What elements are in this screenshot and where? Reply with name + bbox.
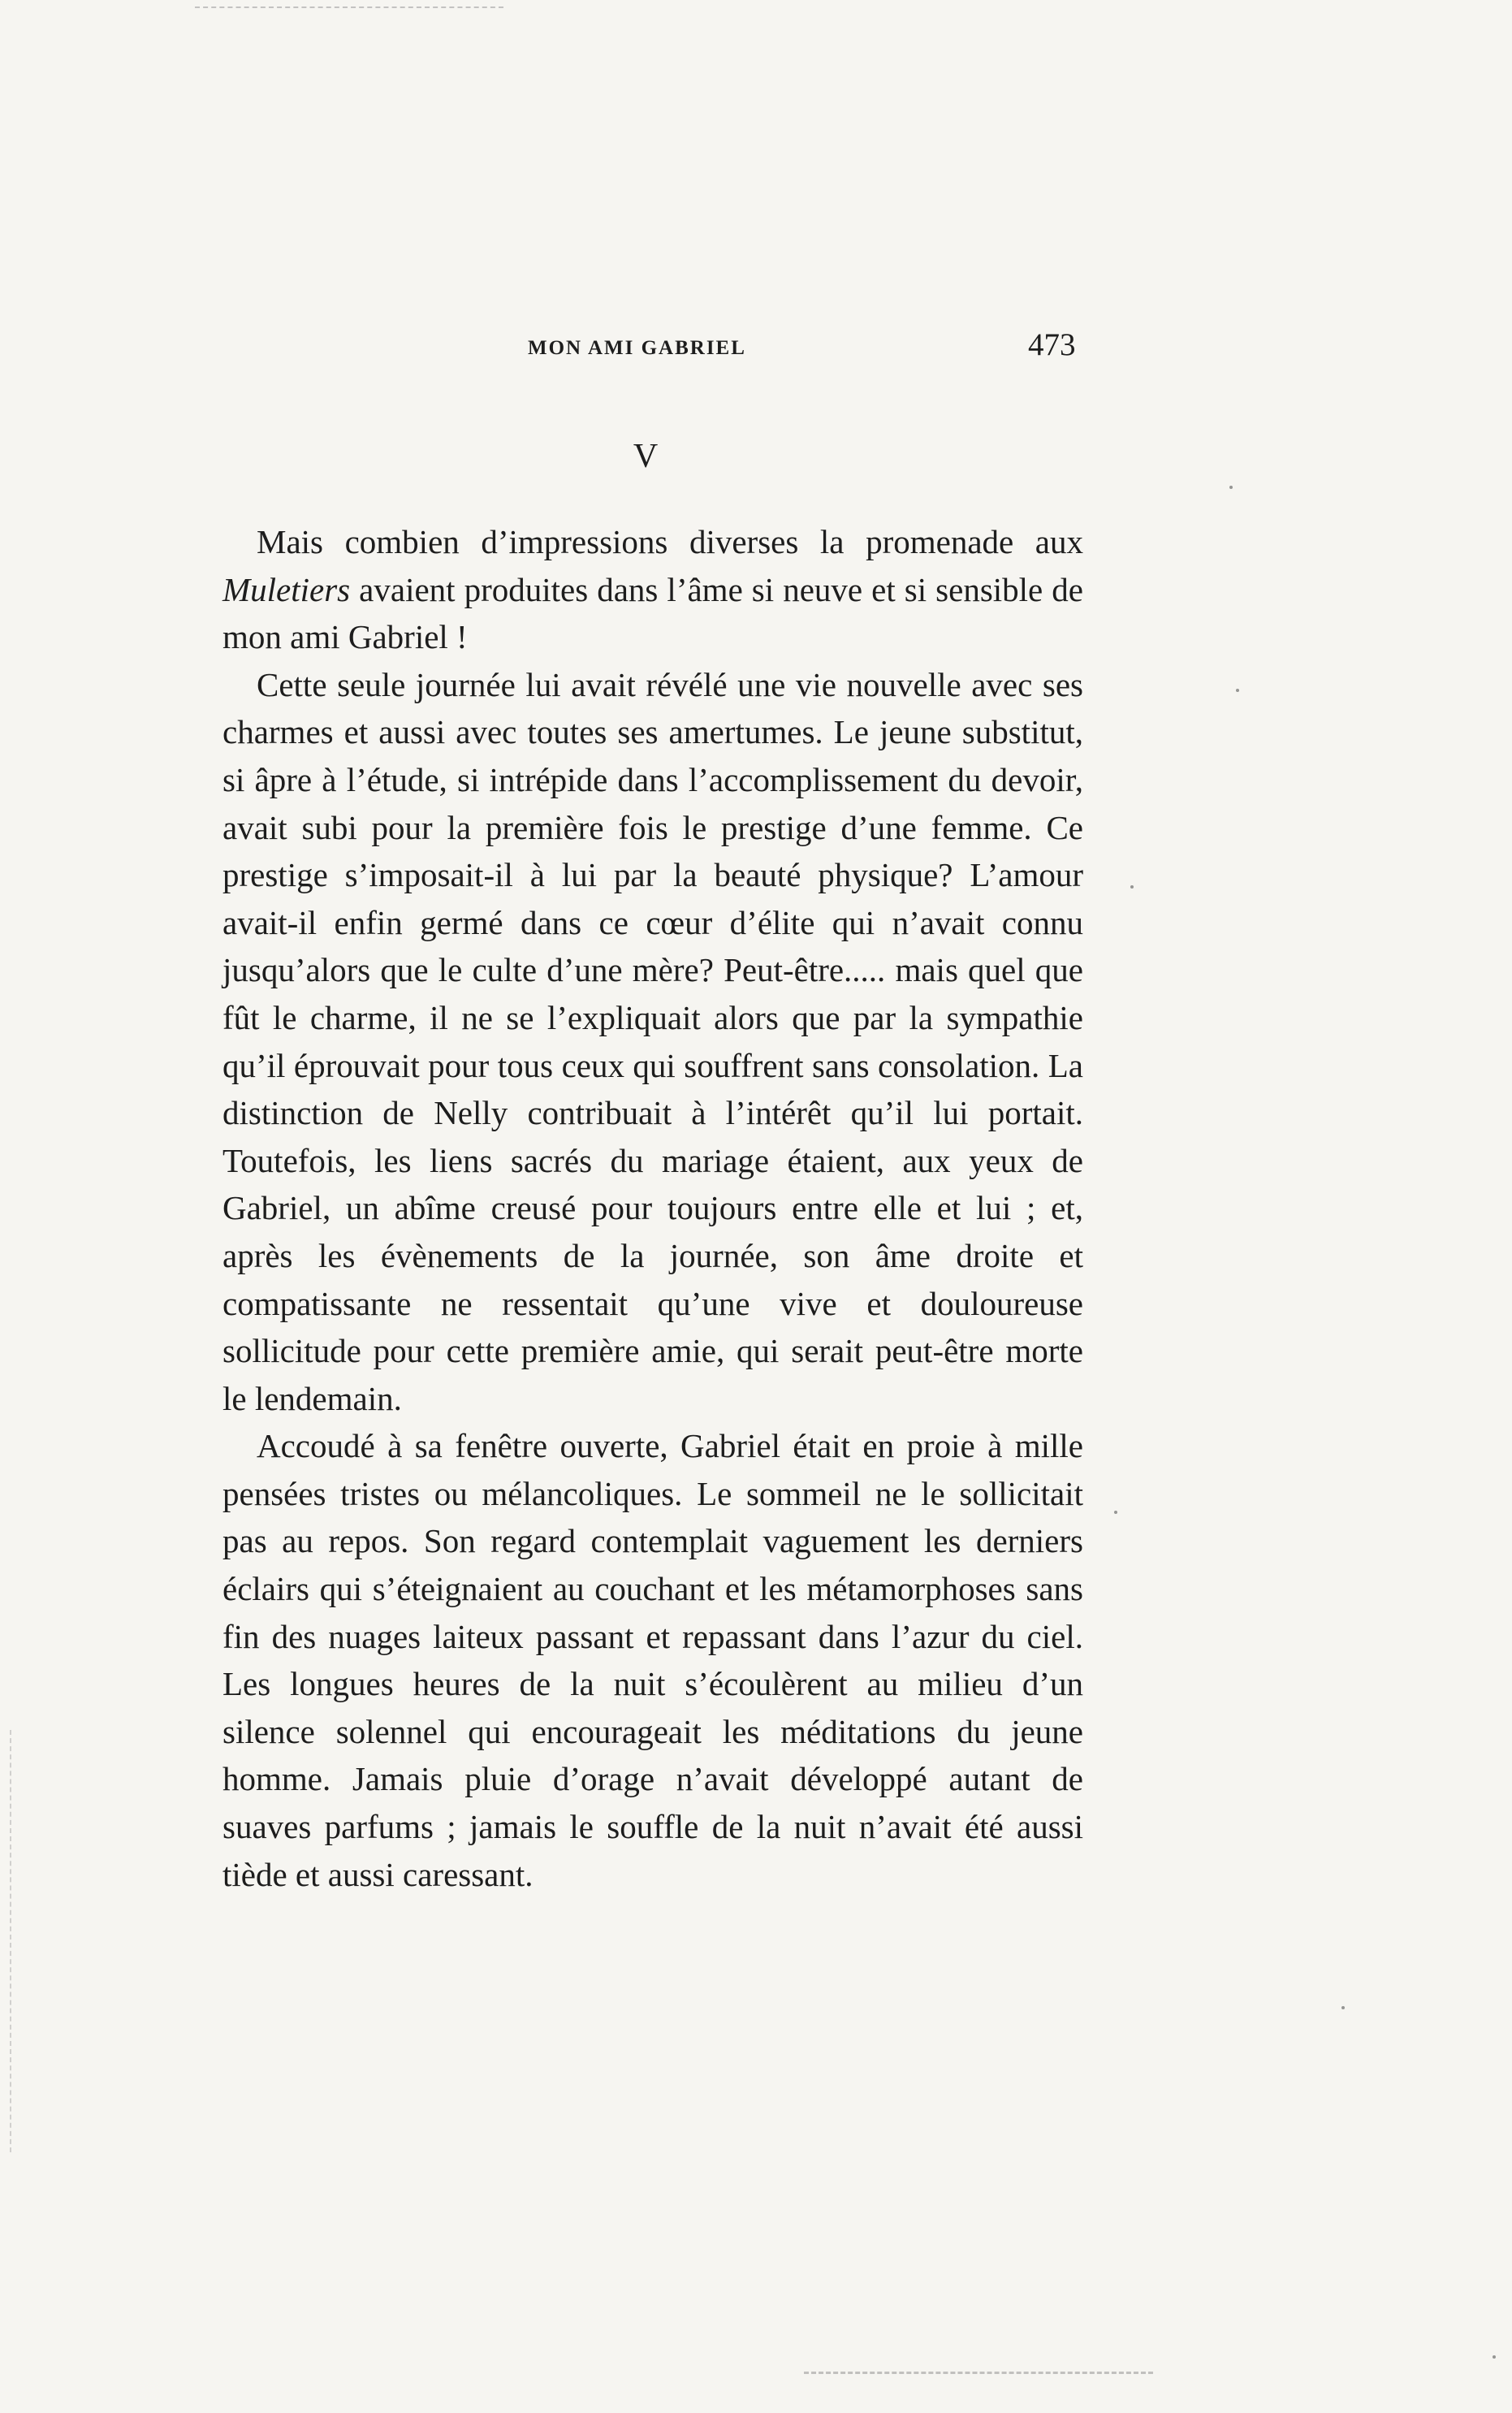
paragraph-3: Accoudé à sa fenêtre ouverte, Gabriel était en proie à mille pensées tristes ou mélancoliques. Le sommeil ne le sollicitait pas au repos. Son regard contemplait vaguement les derniers éclairs qui s’éteignaient au couchant et les métamorphoses sans fin des nuages laiteux passant et repassant dans l’azur du ciel. Les longues heures de la nuit s’écoulèrent au milieu d’un silence solennel qui encourageait les méditations du jeune homme. Jamais pluie d’orage n’avait développé autant de suaves parfums ; jamais le souffle de la nuit n’avait été aussi tiède et aussi caressant.: [222, 1427, 1083, 1893]
scan-artifact-top: [195, 6, 503, 8]
speck: [1236, 689, 1239, 692]
italic-term: Muletiers: [222, 570, 351, 608]
paragraph-2: Cette seule journée lui avait révélé une vie nouvelle avec ses charmes et aussi avec toutes ses amertumes. Le jeune substitut, si âpre à l’étude, si intrépide dans l’accomplissement du devoir, avait subi pour la première fois le prestige d’une femme. Ce prestige s’imposait-il à lui par la beauté physique? L’amour avait-il enfin germé dans ce cœur d’élite qui n’avait connu jusqu’alors que le culte d’une mère? Peut-être..... mais quel que fût le charme, il ne se l’expliquait alors que par la sympathie qu’il éprouvait pour tous ceux qui souffrent sans consolation. La distinction de Nelly contribuait à l’intérêt qu’il lui portait. Toutefois, les liens sacrés du mariage étaient, aux yeux de Gabriel, un abîme creusé pour toujours entre elle et lui ; et, après les évènements de la journée, son âme droite et compatissante ne ressentait qu’une vive et douloureuse sollicitude pour cette première amie, qui serait peut-être morte le lendemain.: [222, 665, 1083, 1417]
paragraph-1-lead: Mais combien d’impressions diverses la promenade aux: [257, 523, 1083, 560]
speck: [1493, 2355, 1496, 2359]
running-title: MON AMI GABRIEL: [528, 337, 746, 359]
scan-artifact-left: [10, 1730, 11, 2152]
speck: [1341, 2006, 1345, 2009]
scan-artifact-bottom: [804, 2372, 1153, 2374]
body-text: [222, 518, 1083, 1898]
speck: [1114, 1511, 1117, 1514]
speck: [1229, 486, 1233, 489]
speck: [1130, 885, 1134, 889]
page-number: 473: [1028, 327, 1076, 362]
chapter-numeral: V: [633, 438, 659, 475]
paragraph-1: [222, 518, 1083, 661]
paragraph-1-rest: avaient produites dans l’âme si neuve et si sensible de mon ami Gabriel !: [222, 570, 1083, 656]
